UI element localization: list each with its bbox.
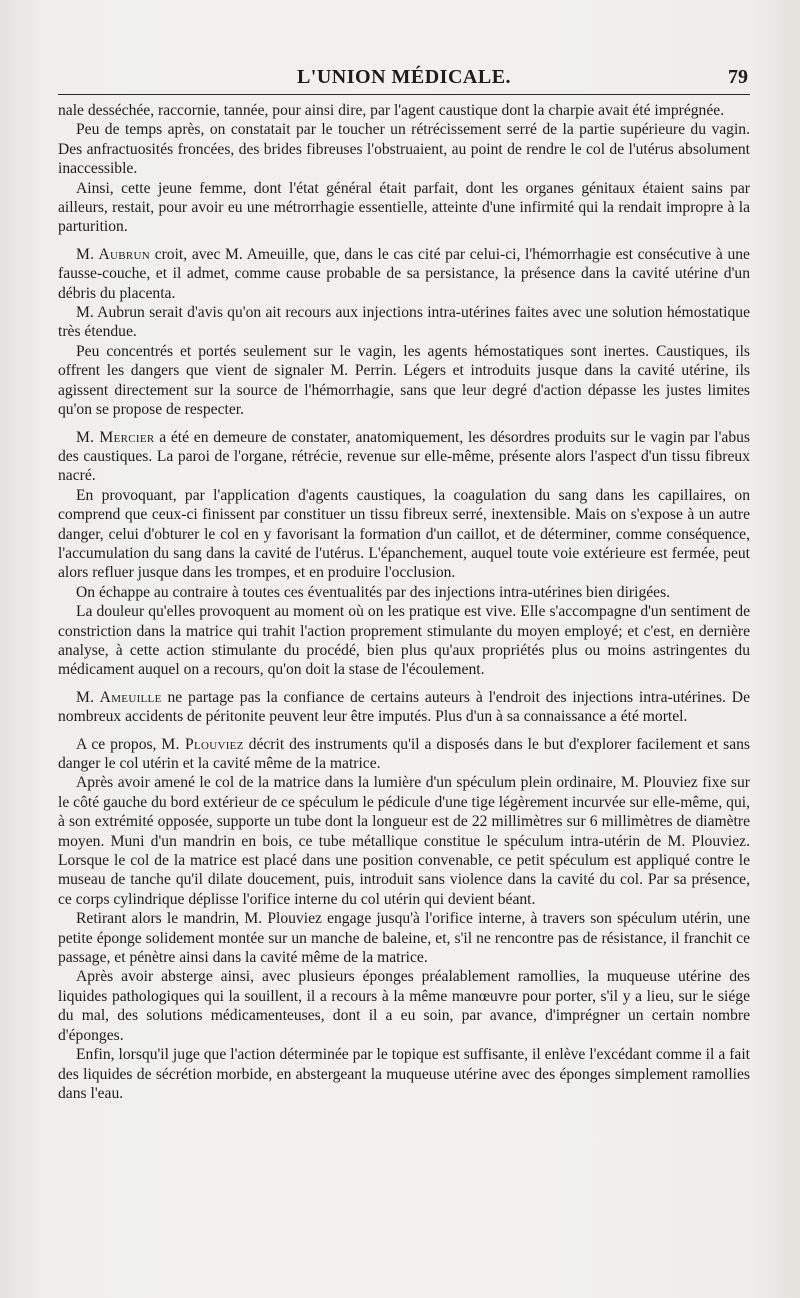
paragraph-16 — [58, 1045, 750, 1103]
paragraph-5 — [58, 303, 750, 342]
paragraph-6 — [58, 342, 750, 420]
paragraph-10 — [58, 602, 750, 680]
paragraph-11 — [58, 688, 750, 727]
paragraph-text: M. Aubrun serait d'avis qu'on ait recours aux injections intra-utérines faites avec une solution hémostatique très étendue. — [58, 304, 750, 341]
paragraph-text: La douleur qu'elles provoquent au moment où on les pratique est vive. Elle s'accompagne d'un sentiment de constriction dans la matrice qui trahit l'action proprement stimulante du moyen employé; et c'est, en dernière analyse, à cette action stimulante du procédé, bien plus qu'aux propriétés plus ou moins astringentes du médicament auquel on a recours, qu'on doit la stase de l'écoulement. — [58, 603, 750, 679]
speaker-name: M. Ameuille — [76, 688, 162, 706]
running-title: L'UNION MÉDICALE. — [296, 66, 512, 88]
paragraph-9 — [58, 583, 750, 602]
paragraph-text: Ainsi, cette jeune femme, dont l'état général était parfait, dont les organes génitaux étaient sains par ailleurs, restait, pour avoir eu une métrorrhagie essentielle, atteinte d'une infirmité qui la rendait impropre à la parturition. — [58, 179, 750, 236]
paragraph-text: a été en demeure de constater, anatomiquement, les désordres produits sur le vagin par l'abus des caustiques. La paroi de l'organe, rétrécie, revenue sur elle-même, présente alors l'aspect d'un tissu fibreux nacré. — [58, 428, 750, 485]
paragraph-text: croit, avec M. Ameuille, que, dans le cas cité par celui-ci, l'hémorrhagie est consécutive à une fausse-couche, et il admet, comme cause probable de sa persistance, la présence dans la cavité utérine d'un débris du placenta. — [58, 245, 750, 302]
paragraph-text: décrit des instruments qu'il a disposés dans le but d'explorer facilement et sans danger le col utérin et la cavité même de la matrice. — [58, 735, 750, 772]
paragraph-text: Après avoir amené le col de la matrice dans la lumière d'un spéculum plein ordinaire, M. Plouviez fixe sur le côté gauche du bord extérieur de ce spéculum le pédicule d'une tige légèrement incurvée sur elle-même, qui, à son extrémité opposée, supporte un tube dont la longueur est de 22 millimètres sur 6 millimètres de diamètre moyen. Muni d'un mandrin en bois, ce tube métallique constitue le spéculum intra-utérin de M. Plouviez. Lorsque le col de la matrice est placé dans une position convenable, ce petit spéculum est appliqué contre le museau de tanche qu'il dilate doucement, puis, introduit sans violence dans la cavité du col. Par sa présence, ce corps cylindrique déplisse l'orifice interne du col utérin qui devient béant. — [58, 774, 750, 908]
paragraph-15 — [58, 967, 750, 1045]
paragraph-text: Enfin, lorsqu'il juge que l'action déterminée par le topique est suffisante, il enlève l'excédant comme il a fait des liquides de sécrétion morbide, en abstergeant la muqueuse utérine avec des éponges simplement ramollies dans l'eau. — [58, 1046, 750, 1102]
paragraph-prefix: A ce propos, — [76, 735, 162, 753]
paragraph-text: Peu concentrés et portés seulement sur le vagin, les agents hémostatiques sont inertes. Caustiques, ils offrent les dangers que vient de signaler M. Perrin. Légers et introduits jusque dans la cavité utérine, ils agissent directement sur la source de l'hémorrhagie, sans que leur degré d'action dépasse les justes limites qu'on se propose de respecter. — [58, 342, 750, 419]
paragraph-12 — [58, 735, 750, 774]
speaker-name: M. Aubrun — [76, 245, 151, 263]
paragraph-4 — [58, 245, 750, 303]
paragraph-text: En provoquant, par l'application d'agents caustiques, la coagulation du sang dans les capillaires, on comprend que ceux-ci finissent par constituer un tissu fibreux serré, inextensible. Mais on s'expose à un autre danger, celui d'obturer le col en y favorisant la formation d'un caillot, et de déterminer, comme conséquence, l'accumulation du sang dans la cavité de l'utérus. L'épanchement, auquel toute voie extérieure est fermée, peut alors refluer jusque dans les trompes, et en produire l'occlusion. — [58, 486, 750, 582]
paragraph-2 — [58, 120, 750, 178]
paragraph-7 — [58, 428, 750, 486]
speaker-name: M. Mercier — [76, 428, 155, 446]
paragraph-text: Peu de temps après, on constatait par le toucher un rétrécissement serré de la partie supérieure du vagin. Des anfractuosités froncées, des brides fibreuses l'obstruaient, au point de rendre le col de l'utérus absolument inaccessible. — [58, 121, 750, 178]
paragraph-text: Retirant alors le mandrin, M. Plouviez engage jusqu'à l'orifice interne, à travers son spéculum utérin, une petite éponge solidement montée sur un manche de baleine, et, s'il ne rencontre pas de résistance, il franchit ce passage, et pénètre ainsi dans la cavité même de la matrice. — [58, 910, 750, 967]
body-text — [58, 101, 750, 1103]
paragraph-14 — [58, 909, 750, 967]
paragraph-1 — [58, 101, 750, 120]
paragraph-text: nale desséchée, raccornie, tannée, pour ainsi dire, par l'agent caustique dont la charpie avait été imprégnée. — [58, 102, 725, 119]
page-number: 79 — [728, 66, 748, 88]
speaker-name: M. Plouviez — [161, 735, 244, 753]
paragraph-3 — [58, 179, 750, 237]
running-head — [58, 60, 750, 95]
paragraph-text: Après avoir absterge ainsi, avec plusieurs éponges préalablement ramollies, la muqueuse utérine des liquides pathologiques qui la souillent, il a recours à la même manœuvre pour porter, s'il y a lieu, sur le siége du mal, des solutions médicamenteuses, dont il a eu soin, par avance, d'imprégner un certain nombre d'éponges. — [58, 968, 750, 1044]
paragraph-text: On échappe au contraire à toutes ces éventualités par des injections intra-utérines bien dirigées. — [76, 583, 671, 601]
paragraph-13 — [58, 773, 750, 909]
paragraph-8 — [58, 486, 750, 583]
paragraph-text: ne partage pas la confiance de certains auteurs à l'endroit des injections intra-utérines. De nombreux accidents de péritonite peuvent leur être imputés. Plus d'un à sa connaissance a été mortel. — [58, 688, 750, 726]
